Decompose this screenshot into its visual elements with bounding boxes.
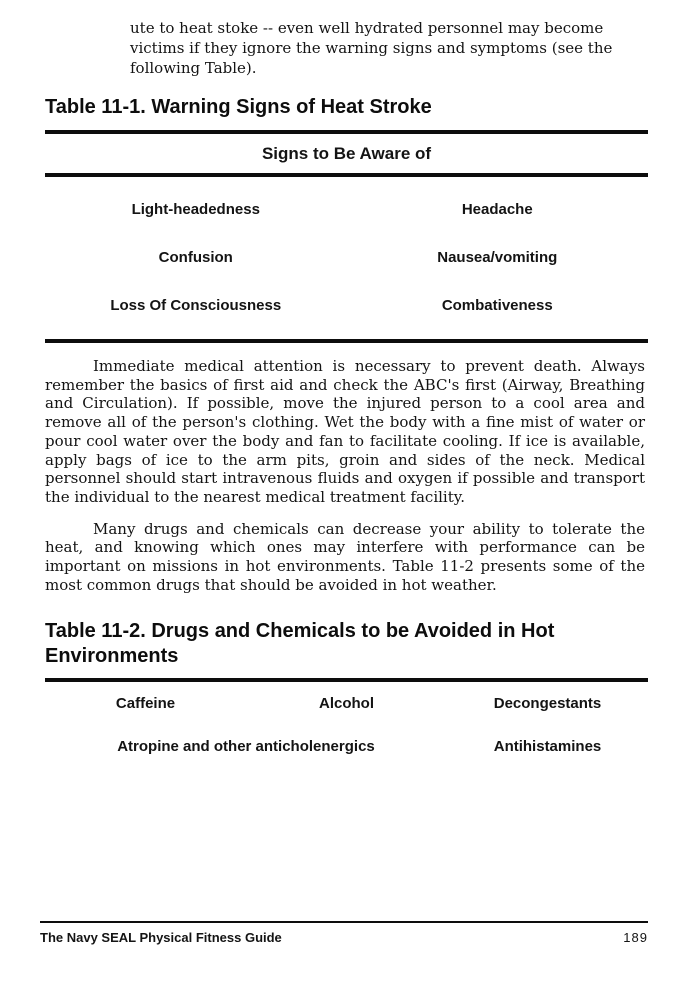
medical-attention-paragraph: Immediate medical attention is necessary to prevent death. Always remember the basics of first aid and check the ABC's first (Airway, Breathing and Circulation). If possible, move the injured person to a cool area and remove all of the person's clothing. Wet the body with a fine mist of water or pour cool water over the body and fan to facilitate cooling. If ice is available, apply bags of ice to the arm pits, groin and sides of the neck. Medical personnel should start intravenous fluids and oxygen if possible and transport the individual to the nearest medical treatment facility.	[45, 357, 645, 506]
table-cell: Nausea/vomiting	[437, 248, 558, 266]
footer-page-number: 189	[623, 930, 648, 945]
table-cell: Decongestants	[493, 695, 602, 713]
table-row	[45, 185, 648, 233]
table-cell: Loss Of Consciousness	[110, 296, 282, 314]
table-cell: Atropine and other anticholenergics	[117, 738, 375, 756]
table-cell: Headache	[461, 200, 533, 218]
table-11-1-body	[45, 177, 648, 339]
page-footer	[40, 921, 648, 945]
table-cell: Light-headedness	[131, 200, 260, 218]
table-row	[45, 738, 648, 755]
table-cell: Combativeness	[441, 296, 553, 314]
table-row	[45, 695, 648, 712]
table-11-2-title: Table 11-2. Drugs and Chemicals to be Avoided in Hot Environments	[45, 620, 555, 668]
drugs-chemicals-paragraph: Many drugs and chemicals can decrease your ability to tolerate the heat, and knowing which ones may interfere with performance can be important on missions in hot environments. Table 11-2 presents some of the most common drugs that should be avoided in hot weather.	[45, 519, 645, 594]
table-11-1-header: Signs to Be Aware of	[45, 134, 648, 177]
footer-book-title: The Navy SEAL Physical Fitness Guide	[40, 930, 282, 945]
table-row	[45, 233, 648, 281]
table-11-1-title: Table 11-1. Warning Signs of Heat Stroke	[45, 96, 432, 118]
table-11-1	[45, 130, 648, 343]
table-row	[45, 281, 648, 329]
intro-paragraph: ute to heat stoke -- even well hydrated personnel may become victims if they ignore the warning signs and symptoms (see the following Table).	[130, 19, 613, 77]
table-11-2	[45, 678, 648, 771]
table-cell: Confusion	[158, 248, 233, 266]
table-cell: Caffeine	[115, 695, 176, 713]
table-cell: Alcohol	[319, 695, 374, 713]
table-cell: Antihistamines	[493, 738, 602, 756]
